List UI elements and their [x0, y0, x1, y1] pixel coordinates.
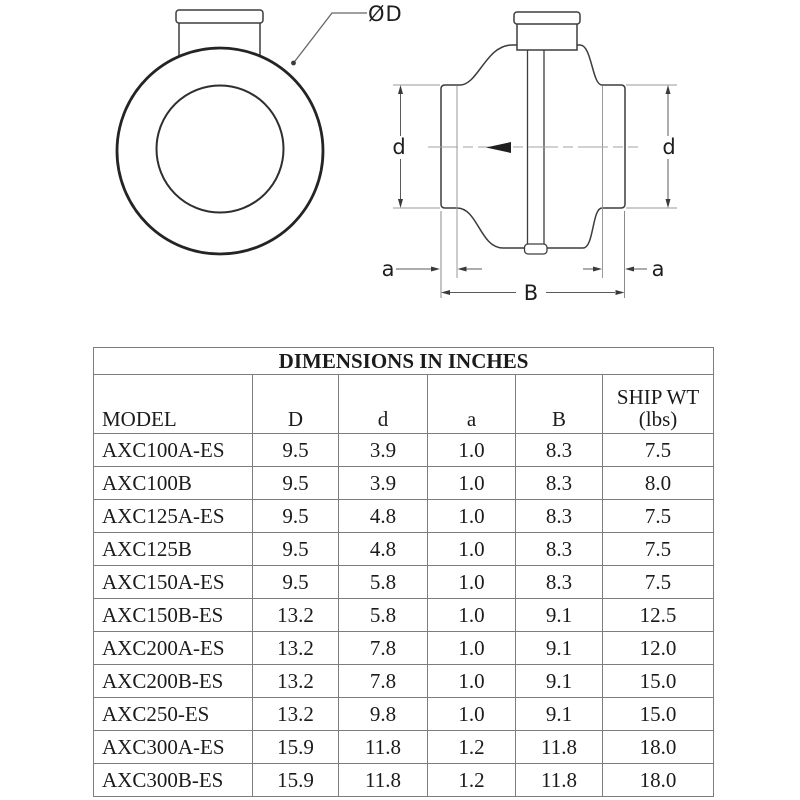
- value-cell: 15.9: [253, 764, 339, 797]
- model-cell: AXC250-ES: [94, 698, 253, 731]
- value-cell: 9.5: [253, 533, 339, 566]
- table-title-row: [94, 348, 714, 375]
- value-cell: 13.2: [253, 698, 339, 731]
- junction-box-lid: [514, 12, 580, 24]
- value-cell: 11.8: [339, 731, 428, 764]
- value-cell: 1.0: [428, 566, 516, 599]
- table-body: [94, 434, 714, 797]
- model-cell: AXC100B: [94, 467, 253, 500]
- junction-box-lid: [176, 10, 263, 23]
- value-cell: 1.0: [428, 434, 516, 467]
- value-cell: 9.1: [516, 698, 603, 731]
- value-cell: 9.5: [253, 467, 339, 500]
- value-cell: 7.5: [603, 533, 714, 566]
- col-header-B: B: [516, 375, 603, 434]
- table-row: [94, 764, 714, 797]
- model-cell: AXC200A-ES: [94, 632, 253, 665]
- value-cell: 8.3: [516, 434, 603, 467]
- model-cell: AXC300B-ES: [94, 764, 253, 797]
- model-cell: AXC125B: [94, 533, 253, 566]
- value-cell: 13.2: [253, 665, 339, 698]
- dim-a-left: [396, 267, 482, 272]
- value-cell: 7.8: [339, 665, 428, 698]
- value-cell: 9.5: [253, 566, 339, 599]
- dim-d-right-label: d: [662, 135, 676, 159]
- value-cell: 9.1: [516, 599, 603, 632]
- value-cell: 9.8: [339, 698, 428, 731]
- table-row: [94, 599, 714, 632]
- inner-ring-circle: [157, 86, 284, 213]
- table-row: [94, 632, 714, 665]
- value-cell: 1.0: [428, 632, 516, 665]
- value-cell: 1.0: [428, 698, 516, 731]
- table-row: [94, 731, 714, 764]
- value-cell: 18.0: [603, 731, 714, 764]
- leader-dot: [291, 61, 296, 66]
- diameter-callout: [291, 2, 403, 65]
- clamp-band: [525, 49, 548, 254]
- value-cell: 1.2: [428, 731, 516, 764]
- value-cell: 8.3: [516, 533, 603, 566]
- value-cell: 7.8: [339, 632, 428, 665]
- table-title: DIMENSIONS IN INCHES: [94, 348, 714, 375]
- value-cell: 4.8: [339, 533, 428, 566]
- dim-a-right-label: a: [651, 257, 665, 281]
- col-header-d: d: [339, 375, 428, 434]
- value-cell: 15.0: [603, 698, 714, 731]
- table-row: [94, 566, 714, 599]
- value-cell: 7.5: [603, 434, 714, 467]
- value-cell: 12.0: [603, 632, 714, 665]
- value-cell: 9.1: [516, 632, 603, 665]
- shipwt-line2: (lbs): [638, 407, 678, 431]
- value-cell: 13.2: [253, 632, 339, 665]
- table-row: [94, 500, 714, 533]
- value-cell: 8.3: [516, 566, 603, 599]
- value-cell: 3.9: [339, 467, 428, 500]
- value-cell: 3.9: [339, 434, 428, 467]
- clamp-band-strip: [528, 49, 545, 247]
- value-cell: 9.5: [253, 434, 339, 467]
- model-cell: AXC125A-ES: [94, 500, 253, 533]
- front-view: [117, 2, 406, 254]
- junction-box-side: [514, 12, 580, 50]
- value-cell: 1.0: [428, 500, 516, 533]
- clamp-band-end-cap: [525, 244, 548, 254]
- model-cell: AXC300A-ES: [94, 731, 253, 764]
- value-cell: 9.1: [516, 665, 603, 698]
- junction-box-body: [517, 23, 577, 50]
- value-cell: 1.2: [428, 764, 516, 797]
- model-cell: AXC150A-ES: [94, 566, 253, 599]
- leader-line: [294, 13, 368, 63]
- value-cell: 18.0: [603, 764, 714, 797]
- value-cell: 8.3: [516, 467, 603, 500]
- value-cell: 8.3: [516, 500, 603, 533]
- value-cell: 15.0: [603, 665, 714, 698]
- model-cell: AXC100A-ES: [94, 434, 253, 467]
- value-cell: 7.5: [603, 500, 714, 533]
- dimensions-table: [93, 347, 714, 797]
- shipwt-line1: SHIP WT: [616, 385, 700, 409]
- value-cell: 15.9: [253, 731, 339, 764]
- table-header-row: [94, 375, 714, 434]
- model-cell: AXC150B-ES: [94, 599, 253, 632]
- fan-dimension-drawing: [0, 0, 800, 335]
- model-cell: AXC200B-ES: [94, 665, 253, 698]
- value-cell: 13.2: [253, 599, 339, 632]
- value-cell: 7.5: [603, 566, 714, 599]
- value-cell: 1.0: [428, 467, 516, 500]
- value-cell: 5.8: [339, 599, 428, 632]
- dim-a-left-label: a: [381, 257, 395, 281]
- value-cell: 1.0: [428, 665, 516, 698]
- value-cell: 11.8: [516, 764, 603, 797]
- table-row: [94, 665, 714, 698]
- value-cell: 12.5: [603, 599, 714, 632]
- col-header-D: D: [253, 375, 339, 434]
- col-header-a: a: [428, 375, 516, 434]
- dim-d-left-label: d: [392, 135, 406, 159]
- value-cell: 8.0: [603, 467, 714, 500]
- side-view: [382, 12, 677, 305]
- value-cell: 4.8: [339, 500, 428, 533]
- value-cell: 1.0: [428, 599, 516, 632]
- diameter-label: ØD: [368, 2, 403, 26]
- col-header-shipwt: [603, 375, 714, 434]
- value-cell: 11.8: [339, 764, 428, 797]
- dim-a-right: [583, 267, 647, 272]
- table-row: [94, 533, 714, 566]
- table-row: [94, 467, 714, 500]
- dim-b-label: B: [523, 281, 539, 305]
- value-cell: 1.0: [428, 533, 516, 566]
- col-header-model: MODEL: [94, 375, 253, 434]
- value-cell: 9.5: [253, 500, 339, 533]
- value-cell: 11.8: [516, 731, 603, 764]
- table-row: [94, 698, 714, 731]
- value-cell: 5.8: [339, 566, 428, 599]
- table-row: [94, 434, 714, 467]
